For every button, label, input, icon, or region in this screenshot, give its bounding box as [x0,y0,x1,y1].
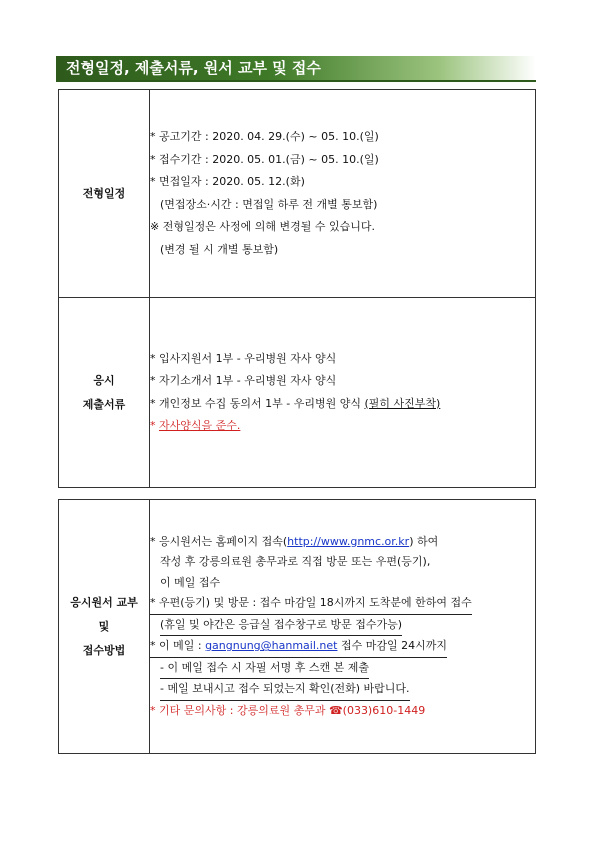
section-title-rule [56,80,536,82]
documents-row [59,298,536,488]
application-line-signature [150,658,535,680]
application-table [58,499,536,754]
application-email-suffix: 접수 마감일 24시까지 [337,639,447,653]
application-label-line1: 응시원서 교부 [70,595,138,609]
application-line-email [150,636,535,658]
documents-line-privacy-text: * 개인정보 수집 동의서 1부 - 우리병원 양식 [150,396,365,410]
application-line-mail-visit [150,593,535,615]
documents-label-line2: 제출서류 [82,397,126,411]
schedule-line-announce: * 공고기간 : 2020. 04. 29.(수) ~ 05. 10.(일) [150,130,379,143]
documents-form-note: 자사양식을 준수. [159,419,241,432]
documents-label [59,298,150,488]
schedule-line-change-notify: (변경 될 시 개별 통보함) [160,242,279,256]
application-homepage-prefix: * 응시원서는 홈페이지 접속( [150,534,288,548]
application-label-line2: 및 [98,619,110,633]
documents-line-application: * 입사지원서 1부 - 우리병원 자사 양식 [150,351,337,365]
schedule-label: 전형일정 [59,90,150,298]
schedule-line-interview: * 면접일자 : 2020. 05. 12.(화) [150,175,305,188]
application-label [59,500,150,754]
schedule-line-change-note: ※ 전형일정은 사정에 의해 변경될 수 있습니다. [150,220,375,233]
application-content [150,500,536,754]
documents-content [150,298,536,488]
documents-line-privacy [150,393,535,416]
schedule-content [150,90,536,298]
schedule-row [59,90,536,298]
application-line-homepage [150,532,535,553]
application-homepage-suffix: ) 하여 [409,534,439,548]
application-mail-visit-text: * 우편(등기) 및 방문 : 접수 마감일 18시까지 도착분에 한하여 접수 [150,593,472,615]
application-row [59,500,536,754]
schedule-documents-table [58,89,536,488]
application-holiday-text: (휴일 및 야간은 응급실 접수창구로 방문 접수가능) [160,615,402,637]
homepage-link[interactable]: http://www.gnmc.or.kr [287,534,410,548]
application-line-email-receipt: 이 메일 접수 [160,575,221,589]
application-line-contact: * 기타 문의사항 : 강릉의료원 총무과 ☎(033)610-1449 [150,703,426,717]
application-line-confirm [150,679,535,701]
documents-line-introduction: * 자기소개서 1부 - 우리병원 자사 양식 [150,374,337,387]
schedule-line-receipt: * 접수기간 : 2020. 05. 01.(금) ~ 05. 10.(일) [150,152,379,166]
application-signature-text: - 이 메일 접수 시 자필 서명 후 스캔 본 제출 [160,658,369,680]
email-link[interactable]: gangnung@hanmail.net [205,639,338,653]
documents-photo-note: (필히 사진부착) [364,396,441,410]
documents-line-form-note [150,415,535,438]
application-line-holiday [150,615,535,637]
application-line-submit: 작성 후 강릉의료원 총무과로 직접 방문 또는 우편(등기), [160,555,431,569]
application-email-text [150,636,447,658]
documents-form-star: * [150,419,159,432]
application-email-prefix: * 이 메일 : [150,639,206,653]
application-confirm-text: - 메일 보내시고 접수 되었는지 확인(전화) 바랍니다. [160,679,410,701]
schedule-line-interview-note: (면접장소·시간 : 면접일 하루 전 개별 통보함) [160,197,378,211]
documents-label-line1: 응시 [93,373,115,387]
section-title: 전형일정, 제출서류, 원서 교부 및 접수 [56,56,536,80]
application-label-line3: 접수방법 [82,643,126,657]
